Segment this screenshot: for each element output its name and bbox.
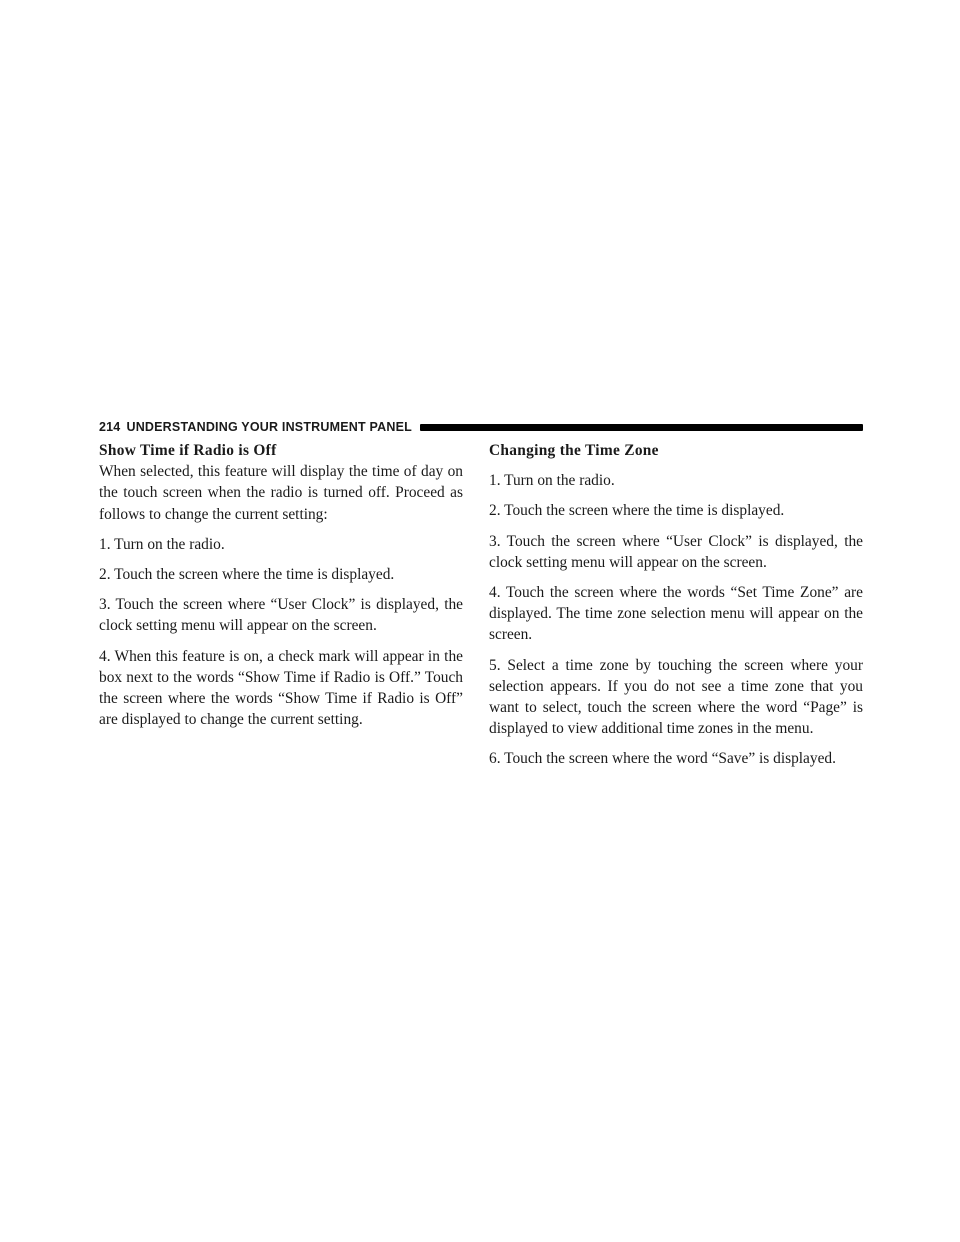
running-header xyxy=(99,418,863,436)
step-2: 2. Touch the screen where the time is displayed. xyxy=(489,502,785,520)
step-6: 6. Touch the screen where the word “Save” is displayed. xyxy=(489,750,836,768)
intro-paragraph: When selected, this feature will display the time of day on the touch screen when the radio is turned off. Proceed as follows to change the current setting: xyxy=(99,463,463,523)
right-column xyxy=(489,440,863,779)
step-4: 4. Touch the screen where the words “Set Time Zone” are displayed. The time zone selection menu will appear on the screen. xyxy=(489,584,863,644)
header-rule xyxy=(420,424,863,431)
step-1: 1. Turn on the radio. xyxy=(489,472,615,490)
step-4: 4. When this feature is on, a check mark will appear in the box next to the words “Show Time if Radio is Off.” Touch the screen where the words “Show Time if Radio is Off” are displayed to change the current setting. xyxy=(99,647,463,729)
step-3: 3. Touch the screen where “User Clock” is displayed, the clock setting menu will appear on the screen. xyxy=(99,596,463,635)
section-heading-time-zone: Changing the Time Zone xyxy=(489,442,659,459)
left-column xyxy=(99,440,463,739)
step-1: 1. Turn on the radio. xyxy=(99,535,225,553)
step-2: 2. Touch the screen where the time is displayed. xyxy=(99,566,395,584)
step-3: 3. Touch the screen where “User Clock” is displayed, the clock setting menu will appear on the screen. xyxy=(489,532,863,571)
section-title: UNDERSTANDING YOUR INSTRUMENT PANEL xyxy=(126,420,412,434)
page-number: 214 xyxy=(99,420,121,434)
section-heading-show-time: Show Time if Radio is Off xyxy=(99,442,277,459)
step-5: 5. Select a time zone by touching the screen where your selection appears. If you do not see a time zone that you want to select, touch the screen where the word “Page” is displayed to view additional time zones in the menu. xyxy=(489,656,863,738)
